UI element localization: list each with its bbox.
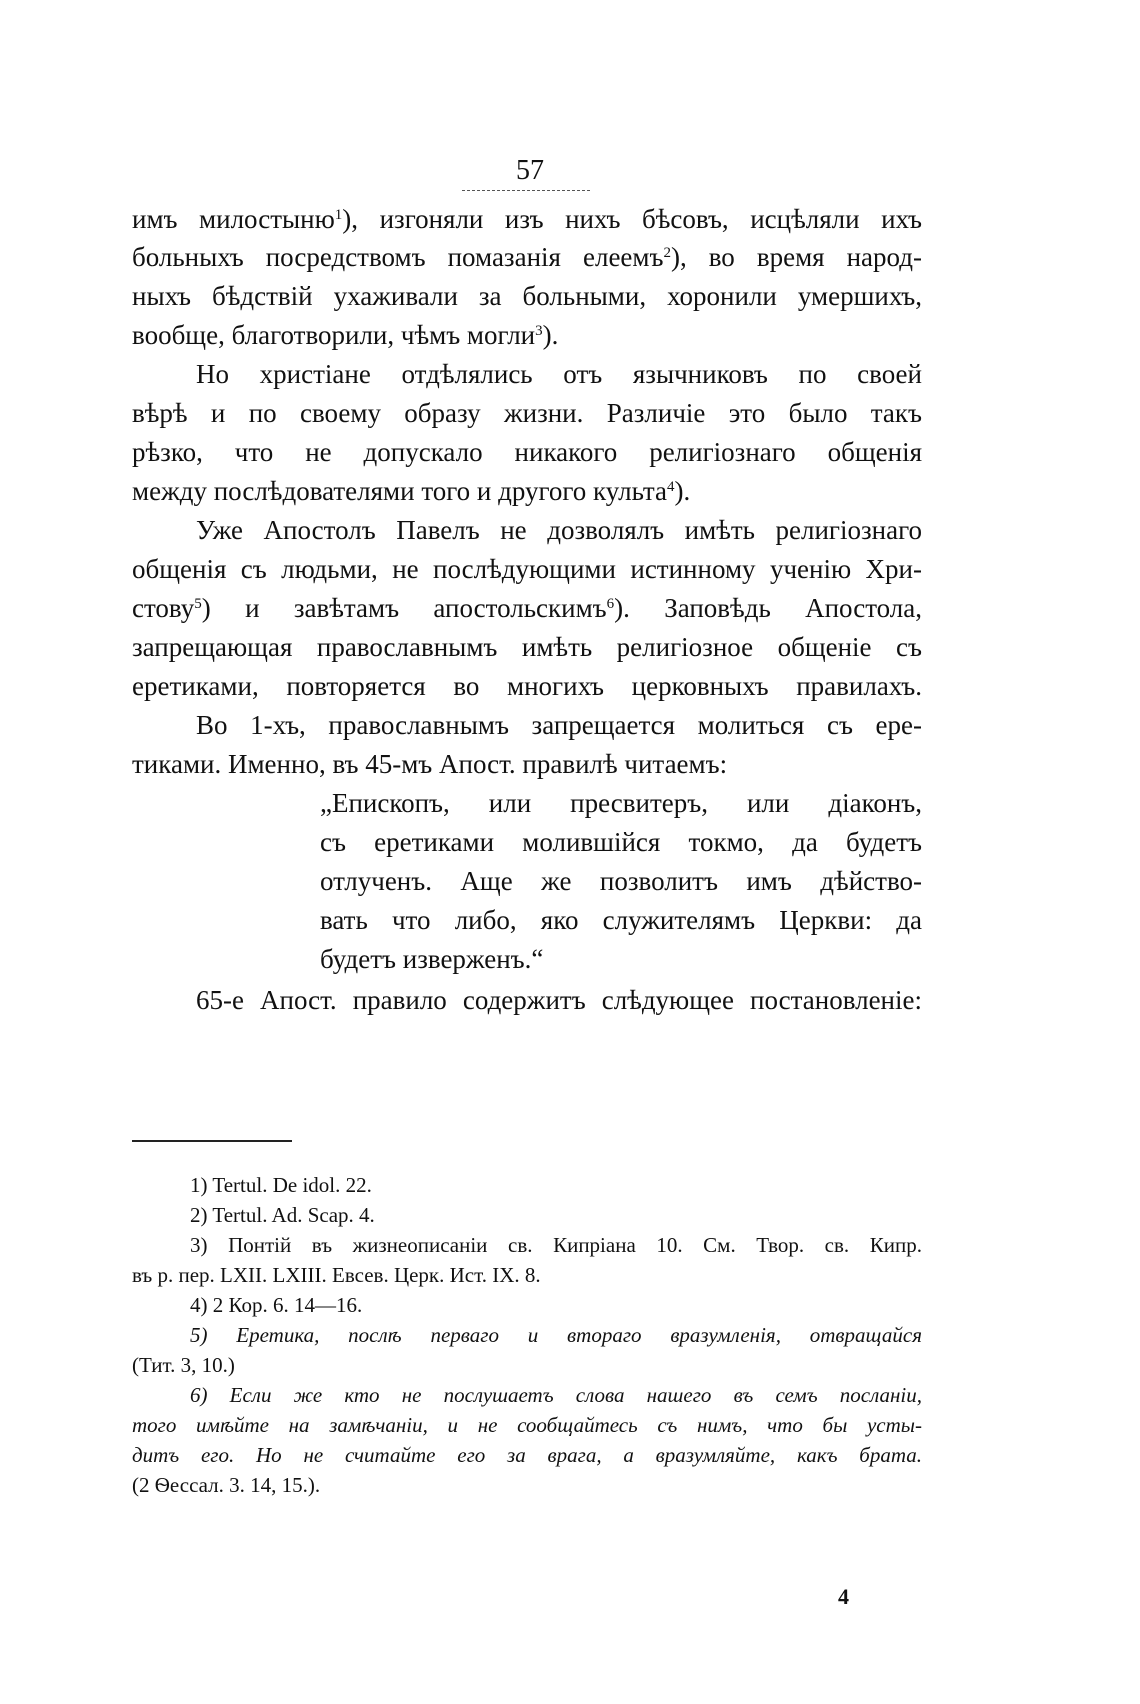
footnote-2: 2) Tertul. Ad. Scap. 4. [190, 1203, 375, 1227]
body-line-3: ныхъ бѣдствій ухаживали за больными, хоронили умершихъ, [132, 281, 922, 311]
footnote-5-cont: (Тит. 3, 10.) [132, 1353, 235, 1377]
footnote-ref-4[interactable]: 4 [666, 479, 675, 495]
footnote-5: 5) Еретика, послѣ перваго и втораго вразумленія, отвращайся [190, 1323, 922, 1347]
footnote-6: 6) Если же кто не послушаетъ слова нашего въ семъ посланіи, [190, 1383, 922, 1407]
body-line-13: еретиками, повторяется во многихъ церковныхъ правилахъ. [132, 671, 922, 701]
body-line-14: Во 1-хъ, православнымъ запрещается молиться съ ере- [196, 710, 922, 740]
body-line-4: вообще, благотворили, чѣмъ могли$^3$). [132, 320, 559, 350]
body-line-2: больныхъ посредствомъ помазанія елеемъ$^2$), во время народ- [132, 242, 922, 272]
footnote-6-cont-3: (2 Ѳессал. 3. 14, 15.). [132, 1473, 321, 1497]
footnote-ref-3[interactable]: 3 [535, 323, 543, 339]
body-line-15: тиками. Именно, въ 45-мъ Апост. правилѣ читаемъ: [132, 749, 728, 779]
body-line-closing: 65-е Апост. правило содержитъ слѣдующее постановленіе: [196, 985, 922, 1015]
body-line-9: Уже Апостолъ Павелъ не дозволялъ имѣть религіознаго [196, 515, 922, 545]
footnote-6-cont-2: дитъ его. Но не считайте его за врага, а вразумляйте, какъ брата. [132, 1443, 922, 1467]
quote-line-4: вать что либо, яко служителямъ Церкви: да [320, 905, 922, 935]
quote-line-2: съ еретиками молившійся токмо, да будетъ [320, 827, 922, 857]
quote-line-3: отлученъ. Аще же позволитъ имъ дѣйство- [320, 866, 922, 896]
header-rule [462, 190, 590, 192]
footnote-6-cont-1: того имѣйте на замѣчаніи, и не сообщайтесь съ нимъ, что бы усты- [132, 1413, 922, 1437]
footnote-ref-2[interactable]: 2 [663, 245, 671, 261]
quote-line-5: будетъ изверженъ.“ [320, 944, 544, 974]
body-line-1: имъ милостыню$^1$), изгоняли изъ нихъ бѣсовъ, исцѣляли ихъ [132, 204, 922, 234]
quote-line-1: „Епископъ, или пресвитеръ, или діаконъ, [320, 788, 922, 818]
signature-mark: 4 [838, 1584, 849, 1609]
body-line-12: запрещающая православнымъ имѣть религіозное общеніе съ [132, 632, 922, 662]
footnote-rule [132, 1140, 292, 1142]
body-line-6: вѣрѣ и по своему образу жизни. Различіе это было такъ [132, 398, 922, 428]
footnote-ref-5[interactable]: 5 [194, 596, 202, 612]
page-number: 57 [516, 155, 544, 186]
footnote-1: 1) Tertul. De idol. 22. [190, 1173, 372, 1197]
body-line-7: рѣзко, что не допускало никакого религіознаго общенія [132, 437, 922, 467]
body-line-11: стову$^5$) и завѣтамъ апостольскимъ$^6$). Заповѣдь Апостола, [132, 593, 922, 623]
footnote-ref-6[interactable]: 6 [606, 596, 615, 612]
body-line-8: между послѣдователями того и другого культа$^4$). [132, 476, 691, 506]
footnote-4: 4) 2 Кор. 6. 14—16. [190, 1293, 363, 1317]
footnote-ref-1[interactable]: 1 [334, 207, 343, 223]
body-line-10: общенія съ людьми, не послѣдующими истинному ученію Хри- [132, 554, 922, 584]
footnote-3: 3) Понтій въ жизнеописаніи св. Кипріана 10. См. Твор. св. Кипр. [190, 1233, 922, 1257]
body-line-5: Но христіане отдѣлялись отъ язычниковъ по своей [196, 359, 922, 389]
footnote-3-cont: въ р. пер. LXII. LXIII. Евсев. Церк. Ист. IX. 8. [132, 1263, 541, 1287]
